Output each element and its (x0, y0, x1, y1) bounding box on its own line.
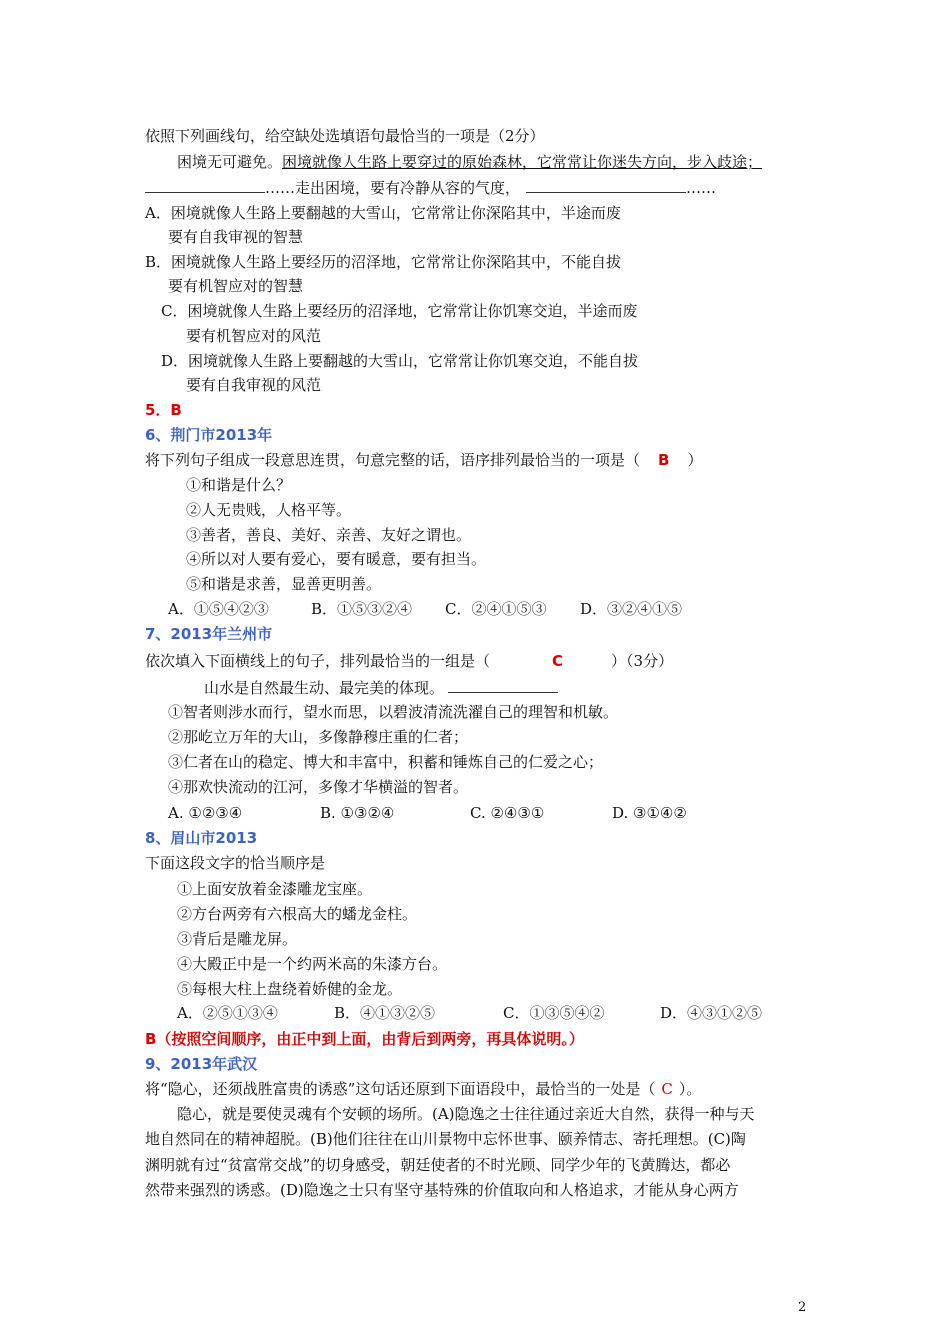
answer-mark: C (552, 652, 564, 670)
stem-text: 将“隐心，还须战胜富贵的诱惑”这句话还原到下面语段中，最恰当的一处是（ (145, 1080, 656, 1098)
choice: B. ①③②④ (320, 804, 395, 822)
passage-text: 困境无可避免。 (177, 153, 283, 171)
paragraph-line: 隐心，就是要使灵魂有个安顿的场所。(A)隐逸之士往往通过亲近大自然，获得一种与天 (177, 1105, 755, 1123)
stem-text: ）（3分） (611, 652, 674, 670)
question-stem (145, 450, 702, 470)
sentence-item: ③仁者在山的稳定、博大和丰富中，积蓄和锤炼自己的仁爱之心； (168, 753, 604, 771)
choice: A. ①②③④ (168, 804, 243, 822)
underlined-sentence: 困境就像人生路上要穿过的原始森林，它常常让你迷失方向，步入歧途； (282, 153, 763, 171)
option-d-cont: 要有自我审视的风范 (186, 376, 322, 394)
sentence-item: ④大殿正中是一个约两米高的朱漆方台。 (177, 955, 448, 973)
sentence-item: ①上面安放着金漆雕龙宝座。 (177, 880, 373, 898)
sentence-item: ④所以对人要有爱心，要有暖意，要有担当。 (186, 550, 487, 568)
sentence-item: ⑤和谐是求善，显善更明善。 (186, 575, 382, 593)
question-stem (145, 1079, 701, 1099)
choice: D．④③①②⑤ (660, 1004, 763, 1022)
question-stem (145, 651, 673, 671)
sentence-item: ③善者，善良、美好、亲善、友好之谓也。 (186, 526, 472, 544)
sentence-item: ③背后是雕龙屏。 (177, 930, 298, 948)
passage-text: ……走出困境，要有冷静从容的气度， (265, 179, 521, 197)
choice: C．②④①⑤③ (445, 600, 547, 618)
stem-text: ） (687, 451, 703, 469)
section-heading: 9、2013年武汉 (145, 1055, 258, 1073)
choice: D. ③①④② (612, 804, 687, 822)
sentence-item: ②方台两旁有六根高大的蟠龙金柱。 (177, 905, 418, 923)
choice: D．③②④①⑤ (580, 600, 683, 618)
stem-text: 将下列句子组成一段意思连贯，句意完整的话，语序排列最恰当的一项是（ (145, 451, 641, 469)
choice: B．①⑤③②④ (311, 600, 413, 618)
option-c: C．困境就像人生路上要经历的沼泽地，它常常让你饥寒交迫，半途而废 (161, 302, 638, 320)
sentence-item: ②那屹立万年的大山，多像静穆庄重的仁者； (168, 728, 469, 746)
question-stem: 依照下列画线句，给空缺处选填语句最恰当的一项是（2分） (145, 127, 545, 145)
paragraph-line: 渊明就有过“贫富常交战”的切身感受，朝廷使者的不时光顾、同学少年的飞黄腾达，都必 (145, 1156, 731, 1174)
section-heading: 7、2013年兰州市 (145, 625, 273, 643)
section-heading: 8、眉山市2013 (145, 829, 258, 847)
fill-blank (145, 177, 265, 193)
passage-line (177, 152, 762, 172)
stem-text: 依次填入下面横线上的句子，排列最恰当的一组是（ (145, 652, 491, 670)
answer-text: 5．B (145, 401, 182, 419)
option-d: D．困境就像人生路上要翻越的大雪山，它常常让你饥寒交迫，不能自拔 (161, 352, 639, 370)
answer-mark: C (661, 1080, 673, 1098)
passage-text: …… (686, 179, 717, 197)
fill-blank (448, 677, 558, 693)
option-c-cont: 要有机智应对的风范 (186, 327, 322, 345)
option-a: A．困境就像人生路上要翻越的大雪山，它常常让你深陷其中，半途而废 (145, 204, 621, 222)
section-heading: 6、荆门市2013年 (145, 426, 273, 444)
sentence-item: ①和谐是什么？ (186, 476, 292, 494)
sentence-item: ①智者则涉水而行，望水而思，以碧波清流洗濯自己的理智和机敏。 (168, 703, 619, 721)
stem-text: ）。 (678, 1080, 702, 1098)
choice: C. ②④③① (470, 804, 545, 822)
fill-blank (526, 177, 686, 193)
sentence-item: ②人无贵贱，人格平等。 (186, 501, 352, 519)
question-stem: 下面这段文字的恰当顺序是 (145, 854, 326, 872)
choice: A．①⑤④②③ (168, 600, 269, 618)
sentence-item: ④那欢快流动的江河，多像才华横溢的智者。 (168, 778, 469, 796)
answer-mark: B (658, 451, 670, 469)
passage-line (145, 177, 716, 197)
lead-sentence (204, 677, 558, 697)
paragraph-line: 地自然同在的精神超脱。(B)他们往往在山川景物中忘怀世事、颐养情志、寄托理想。(C)陶 (145, 1130, 746, 1148)
option-b-cont: 要有机智应对的智慧 (168, 277, 304, 295)
choice: C．①③⑤④② (503, 1004, 605, 1022)
choice: B．④①③②⑤ (334, 1004, 436, 1022)
option-b: B．困境就像人生路上要经历的沼泽地，它常常让你深陷其中，不能自拔 (145, 253, 622, 271)
lead-text: 山水是自然最生动、最完美的体现。 (204, 679, 445, 697)
choice: A．②⑤①③④ (177, 1004, 278, 1022)
paragraph-line: 然带来强烈的诱惑。(D)隐逸之士只有坚守基特殊的价值取向和人格追求，才能从身心两方 (145, 1181, 739, 1199)
page-number: 2 (798, 1300, 807, 1315)
answer-text: B（按照空间顺序，由正中到上面，由背后到两旁，再具体说明。） (145, 1030, 584, 1048)
sentence-item: ⑤每根大柱上盘绕着娇健的金龙。 (177, 980, 403, 998)
option-a-cont: 要有自我审视的智慧 (168, 228, 304, 246)
